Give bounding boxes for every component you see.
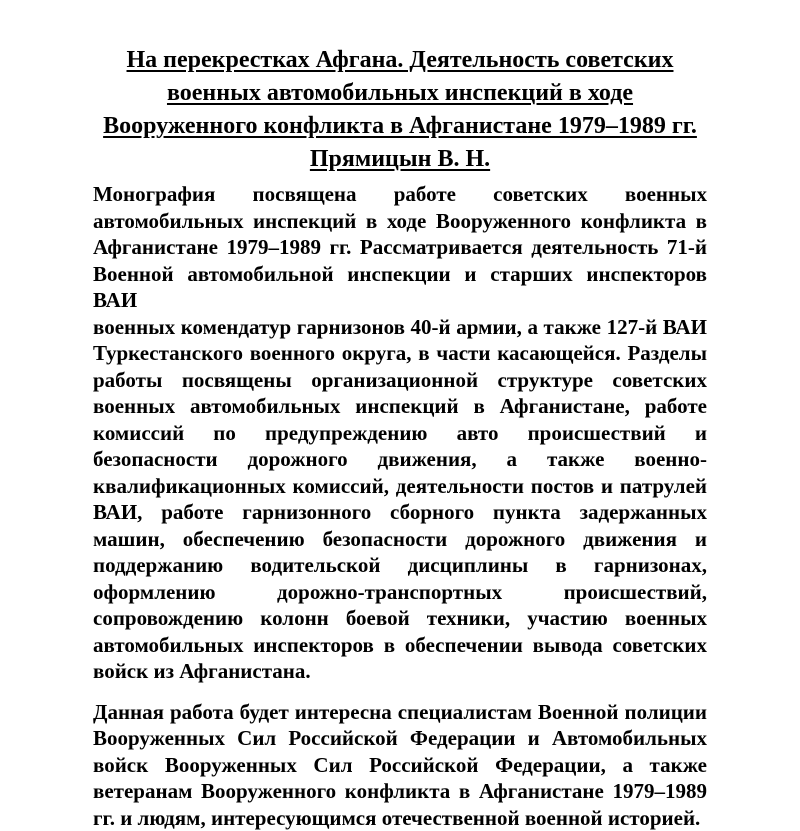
text-line: ветеранам Вооруженного конфликта в Афганистане 1979–1989 xyxy=(93,778,707,805)
title-line: Вооруженного конфликта в Афганистане 1979–1989 гг. xyxy=(93,110,707,143)
text-line: ВАИ, работе гарнизонного сборного пункта задержанных xyxy=(93,499,707,526)
document-page xyxy=(93,0,707,831)
text-line: Туркестанского военного округа, в части касающейся. Разделы xyxy=(93,340,707,367)
text-line: машин, обеспечению безопасности дорожного движения и xyxy=(93,526,707,553)
text-line: квалификационных комиссий, деятельности постов и патрулей xyxy=(93,473,707,500)
text-line: Военной автомобильной инспекции и старших инспекторов ВАИ xyxy=(93,261,707,314)
text-line: комиссий по предупреждению авто происшествий и xyxy=(93,420,707,447)
text-line: военных комендатур гарнизонов 40-й армии, а также 127-й ВАИ xyxy=(93,314,707,341)
text-line: автомобильных инспекторов в обеспечении вывода советских xyxy=(93,632,707,659)
title-line: военных автомобильных инспекций в ходе xyxy=(93,77,707,110)
text-line: военных автомобильных инспекций в Афганистане, работе xyxy=(93,393,707,420)
text-line: войск из Афганистана. xyxy=(93,658,707,685)
text-line: сопровождению колонн боевой техники, участию военных xyxy=(93,605,707,632)
text-line: работы посвящены организационной структуре советских xyxy=(93,367,707,394)
text-line: Вооруженных Сил Российской Федерации и Автомобильных xyxy=(93,725,707,752)
title-line: На перекрестках Афгана. Деятельность советских xyxy=(93,44,707,77)
annotation-body xyxy=(93,181,707,831)
page-title xyxy=(93,44,707,176)
text-line: безопасности дорожного движения, а также военно- xyxy=(93,446,707,473)
text-line: автомобильных инспекций в ходе Вооруженного конфликта в xyxy=(93,208,707,235)
text-line: оформлению дорожно-транспортных происшествий, xyxy=(93,579,707,606)
text-line: Данная работа будет интересна специалистам Военной полиции xyxy=(93,699,707,726)
text-line: Монография посвящена работе советских военных xyxy=(93,181,707,208)
paragraph xyxy=(93,699,707,831)
text-line: войск Вооруженных Сил Российской Федерации, а также xyxy=(93,752,707,779)
paragraph xyxy=(93,181,707,685)
text-line: гг. и людям, интересующимся отечественной военной историей. xyxy=(93,805,707,831)
title-line: Прямицын В. Н. xyxy=(93,143,707,176)
text-line: поддержанию водительской дисциплины в гарнизонах, xyxy=(93,552,707,579)
text-line: Афганистане 1979–1989 гг. Рассматривается деятельность 71-й xyxy=(93,234,707,261)
